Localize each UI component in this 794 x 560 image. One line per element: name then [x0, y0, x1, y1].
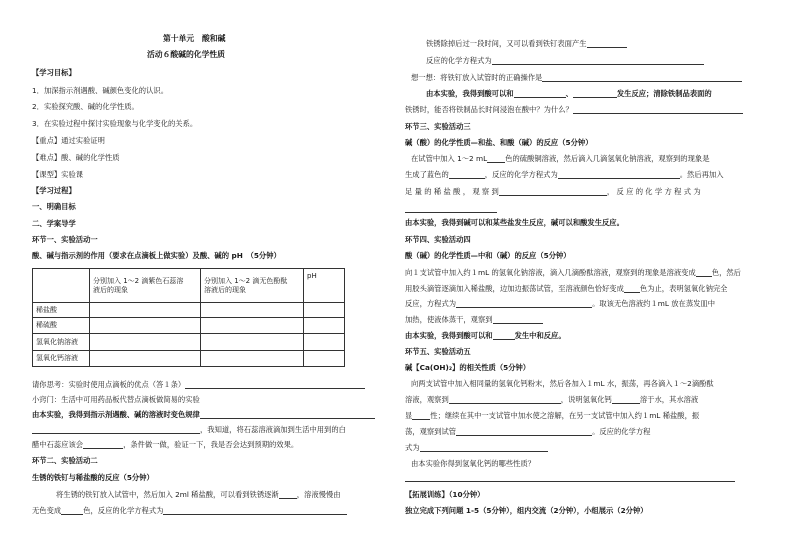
- body-text: 醋中石蕊应该会 ，条件做一做，验证一下，我是否会达到预期的效果。: [32, 440, 299, 449]
- answer-blank[interactable]: [279, 491, 297, 499]
- section-heading: 一、明确目标: [32, 202, 76, 211]
- answer-blank[interactable]: [456, 428, 592, 436]
- table-row: [33, 351, 345, 367]
- table-row: [33, 318, 345, 334]
- table-header-row: [33, 269, 345, 303]
- table-row: [33, 334, 345, 351]
- goals-heading: 【学习目标】: [32, 68, 76, 77]
- link-heading: 环节四、实验活动四: [405, 235, 471, 244]
- answer-blank[interactable]: [185, 381, 365, 389]
- table-header-cell: pH: [304, 269, 345, 303]
- answer-blank[interactable]: [587, 40, 627, 48]
- answer-blank[interactable]: [624, 285, 640, 293]
- table-header-cell: 分别加入 1～2 滴紫色石蕊溶 液后的现象: [90, 269, 201, 303]
- body-text: 生成了蓝色的 ，反应的化学方程式为 。然后再加入: [405, 170, 724, 179]
- link-heading: 环节一、实验活动一: [32, 235, 98, 244]
- answer-blank[interactable]: [558, 171, 680, 179]
- answer-blank[interactable]: [573, 106, 743, 114]
- body-text: 向１支试管中加入约１mL 的氢氧化钠溶液，滴入几滴酚酞溶液，观察到的现象是溶液变成 色，然后: [405, 268, 741, 277]
- table-cell[interactable]: [304, 334, 345, 351]
- table-cell[interactable]: [90, 351, 201, 367]
- conclusion-text: 由本实验，我得到酸可以和 、 发生反应；清除铁制品表面的: [426, 89, 712, 98]
- answer-blank[interactable]: [542, 74, 742, 82]
- table-header-cell: [33, 269, 90, 303]
- unit-title: 第十单元 酸和碱: [163, 34, 226, 43]
- answer-blank[interactable]: [200, 411, 375, 419]
- table-cell[interactable]: [304, 303, 345, 318]
- goal-item: 1．加深指示剂遇酸、碱颜色变化的认识。: [32, 86, 168, 95]
- answer-line[interactable]: [405, 212, 497, 213]
- link-heading: 环节二、实验活动二: [32, 456, 98, 465]
- question-text: 请你思考：实验时使用点滴板的优点（答１条）: [32, 380, 365, 389]
- body-text: 在试管中加入 1～2 mL 色的硫酸铜溶液，然后滴入几滴氢氧化钠溶液，观察到的现象是: [411, 154, 710, 163]
- body-text: 将生锈的铁钉放入试管中，然后加入 2ml 稀盐酸，可以看到铁锈逐渐 ，溶液慢慢由: [56, 490, 341, 499]
- table-cell[interactable]: [90, 334, 201, 351]
- table-row-label: 氢氧化钠溶液: [33, 334, 90, 351]
- body-text: 荡，观察到试管 。反应的化学方程: [405, 427, 651, 436]
- question-text: 由本实验你得到氢氧化钙的哪些性质？: [411, 459, 536, 468]
- table-cell[interactable]: [90, 303, 201, 318]
- table-cell[interactable]: [201, 334, 304, 351]
- table-row-label: 氢氧化钙溶液: [33, 351, 90, 367]
- body-text: 无色变成 色，反应的化学方程式为: [32, 506, 347, 515]
- answer-blank[interactable]: [492, 57, 704, 65]
- link-heading: 环节五、实验活动五: [405, 347, 471, 356]
- body-text: 足 量 的 稀 盐 酸 ， 观 察 到 ， 反 应 的 化 学 方 程 式 为: [405, 187, 701, 196]
- table-row-label: 稀硫酸: [33, 318, 90, 334]
- answer-blank[interactable]: [514, 90, 566, 98]
- table-cell[interactable]: [201, 351, 304, 367]
- conclusion-text: 由本实验，我得到碱可以和某些盐发生反应，碱可以和酸发生反应。: [405, 218, 624, 227]
- table-cell[interactable]: [201, 303, 304, 318]
- table-cell[interactable]: [304, 318, 345, 334]
- answer-blank[interactable]: [420, 444, 548, 452]
- body-text: 用胶头滴管逐滴加入稀盐酸，边加边振荡试管，至溶液颜色恰好变成 色为止，表明氢氧化钠完全: [405, 284, 728, 293]
- link-title: 酸、碱与指示剂的作用（要求在点滴板上做实验）及酸、碱的 pH （5分钟）: [32, 251, 281, 260]
- extension-task: 独立完成下列问题 1-5（5分钟），组内交流（2分钟），小组展示（2分钟）: [405, 506, 648, 515]
- body-text: 铁锈时，能否将铁制品长时间浸泡在酸中？为什么？: [405, 105, 743, 114]
- body-text: 反应，方程式为 。取该无色溶液约１mL 放在蒸发皿中: [405, 299, 716, 308]
- answer-blank[interactable]: [487, 155, 505, 163]
- activity-title: 活动６酸碱的化学性质: [147, 50, 225, 59]
- body-text: 溶液，观察到 ，说明氢氧化钙 溶于水，其水溶液: [405, 395, 699, 404]
- table-cell[interactable]: [201, 318, 304, 334]
- answer-blank[interactable]: [573, 90, 617, 98]
- answer-blank[interactable]: [449, 171, 485, 179]
- conclusion-text: 由本实验，我得到指示剂遇酸、碱的溶液时变色规律: [32, 410, 375, 419]
- body-text: 加热，使液体蒸干，观察到: [405, 315, 543, 324]
- answer-blank[interactable]: [493, 316, 543, 324]
- goal-item: 2．实验探究酸、碱的化学性质。: [32, 102, 139, 111]
- table-row: [33, 303, 345, 318]
- answer-line[interactable]: [405, 481, 735, 482]
- table-cell[interactable]: [90, 318, 201, 334]
- body-text: 铁锈除掉后过一段时间，又可以看到铁钉表面产生: [426, 39, 627, 48]
- answer-blank[interactable]: [456, 300, 592, 308]
- process-heading: 【学习过程】: [32, 186, 76, 195]
- body-text: 向两支试管中加入相同量的氢氧化钙粉末，然后各加入１mL 水，振荡，再各滴入１～2滴酚酞: [411, 379, 714, 388]
- table-header-cell: 分别加入 1～2 滴无色酚酞 溶液后的现象: [201, 269, 304, 303]
- answer-blank[interactable]: [493, 332, 515, 340]
- key-point: 【重点】通过实验证明: [32, 136, 105, 145]
- answer-blank[interactable]: [612, 396, 640, 404]
- course-type: 【课型】实验课: [32, 170, 84, 179]
- answer-blank[interactable]: [499, 188, 607, 196]
- answer-blank[interactable]: [83, 441, 123, 449]
- indicator-table: [32, 268, 345, 367]
- link-title: 生锈的铁钉与稀盐酸的反应（5分钟）: [32, 473, 154, 482]
- answer-blank[interactable]: [61, 507, 83, 515]
- extension-heading: 【拓展训练】（10分钟）: [405, 490, 485, 499]
- body-text: ，我知道，将石蕊溶液滴加到生活中用到的白: [32, 425, 346, 434]
- tip-text: 小窍门：生活中可用药品板代替点滴板做简易的实验: [32, 395, 200, 404]
- table-cell[interactable]: [304, 351, 345, 367]
- answer-blank[interactable]: [32, 426, 200, 434]
- link-title: 酸（碱）的化学性质—中和（碱）的反应（5分钟）: [405, 251, 571, 260]
- link-title: 碱【Ca(OH)₂】的相关性质（5分钟）: [405, 363, 531, 372]
- body-text: 显 性；继续在其中一支试管中加水使之溶解，在另一支试管中加入约１mL 稀盐酸，振: [405, 411, 700, 420]
- link-heading: 环节三、实验活动三: [405, 122, 471, 131]
- goal-item: 3．在实验过程中探讨实验现象与化学变化的关系。: [32, 119, 198, 128]
- answer-blank[interactable]: [163, 507, 347, 515]
- table-row-label: 稀盐酸: [33, 303, 90, 318]
- body-text: 式为: [405, 443, 548, 452]
- difficulty: 【难点】酸、碱的化学性质: [32, 153, 120, 162]
- conclusion-text: 由本实验，我得到酸可以和 发生中和反应。: [405, 331, 566, 340]
- section-heading: 二、学案导学: [32, 219, 76, 228]
- body-text: 想一想：将铁钉放入试管时的正确操作是: [411, 73, 742, 82]
- body-text: 反应的化学方程式为: [426, 56, 704, 65]
- answer-blank[interactable]: [449, 396, 561, 404]
- link-title: 碱（酸）的化学性质—和盐、和酸（碱）的反应（5分钟）: [405, 138, 593, 147]
- answer-blank[interactable]: [412, 412, 430, 420]
- answer-blank[interactable]: [696, 269, 712, 277]
